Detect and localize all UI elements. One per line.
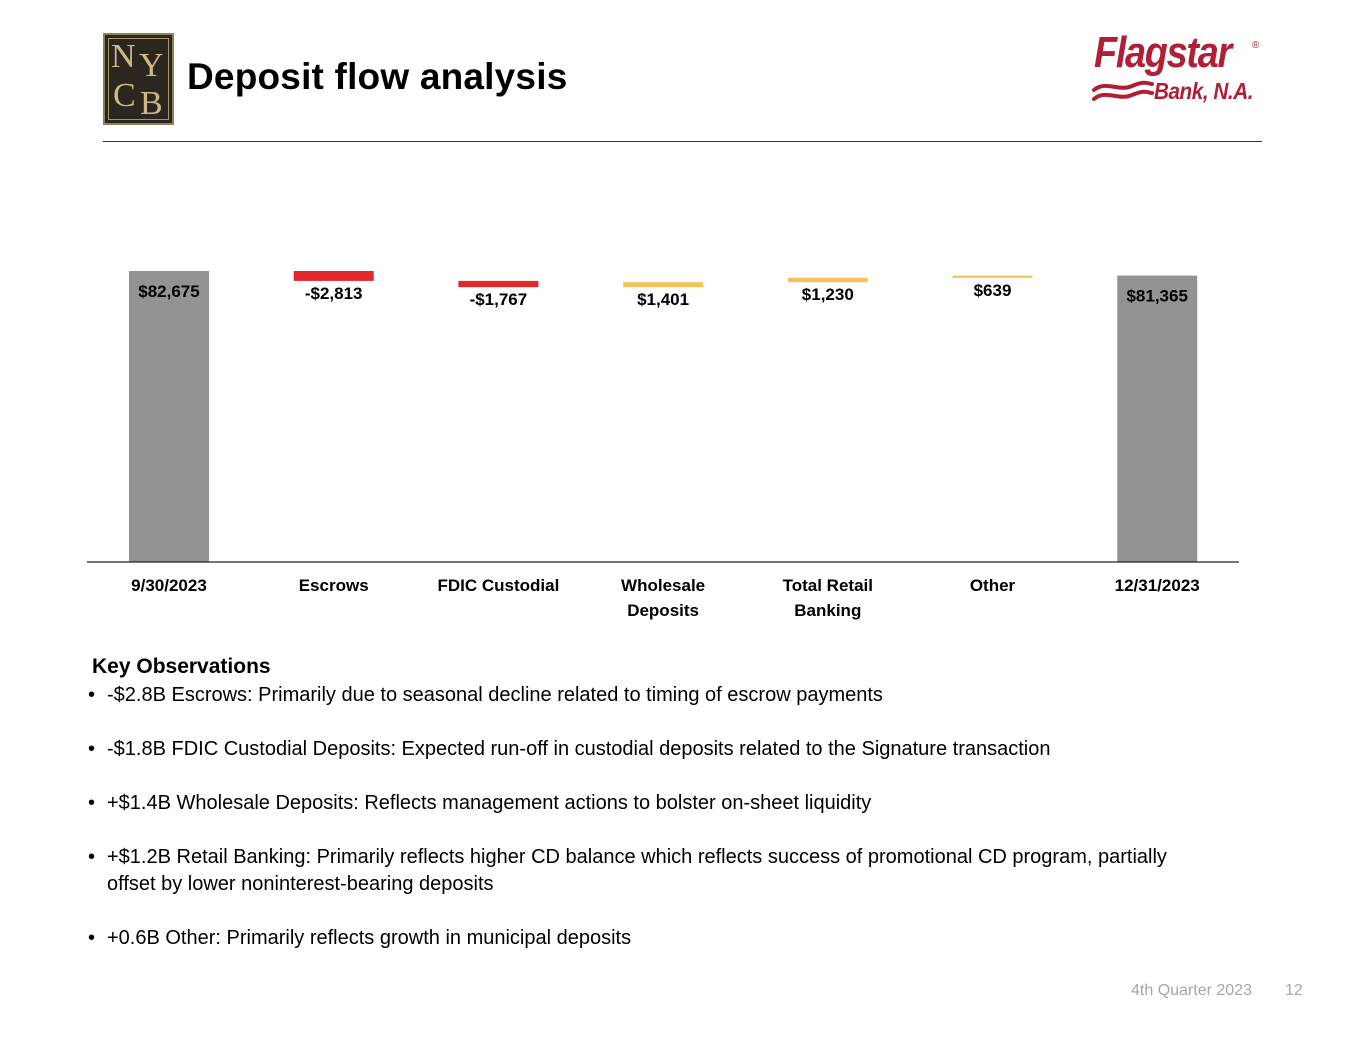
flagstar-logo-sub: Bank, N.A.: [1154, 78, 1254, 104]
nycb-logo-letter: B: [140, 85, 163, 122]
chart-bar: [953, 276, 1033, 278]
observation-item: • -$2.8B Escrows: Primarily due to seasonal decline related to timing of escrow payments: [88, 682, 1288, 709]
data-label: $82,675: [138, 282, 200, 301]
nycb-logo-letter: N: [111, 38, 136, 75]
x-tick-label: FDIC Custodial: [437, 576, 560, 595]
data-label: $1,401: [637, 290, 690, 310]
footer-quarter: 4th Quarter 2023: [1131, 982, 1252, 999]
flagstar-logo-name: Flagstar: [1094, 28, 1231, 77]
x-tick-label: Escrows: [298, 576, 369, 595]
x-tick-label: Other: [969, 576, 1016, 595]
x-tick-label: 12/31/2023: [1114, 576, 1200, 595]
chart-bar: [623, 282, 703, 287]
chart-bar: [1117, 276, 1197, 562]
key-observations: [88, 652, 1288, 979]
x-tick-label: Wholesale: [621, 576, 706, 595]
observations-title: Key Observations: [92, 655, 271, 678]
chart-bar: [294, 271, 374, 281]
flagstar-logo-reg: ®: [1252, 40, 1260, 51]
page-number: 12: [1284, 982, 1303, 999]
observation-item: • +$1.2B Retail Banking: Primarily reflects higher CD balance which reflects success of promotional CD program, partially offset by lower noninterest-bearing deposits: [88, 844, 1207, 898]
data-label: -$1,767: [469, 290, 528, 310]
page-title: Deposit flow analysis: [187, 56, 568, 97]
x-tick-label: Deposits: [627, 601, 699, 620]
data-label: $1,230: [801, 285, 854, 305]
data-label: -$2,813: [304, 283, 363, 303]
nycb-logo-letter: C: [113, 77, 136, 114]
observation-item: • +$1.4B Wholesale Deposits: Reflects management actions to bolster on-sheet liquidity: [88, 790, 1288, 817]
chart-bar: [129, 271, 209, 562]
observation-item: • -$1.8B FDIC Custodial Deposits: Expected run-off in custodial deposits related to the Signature transaction: [88, 736, 1288, 763]
chart-bar: [458, 281, 538, 287]
nycb-logo-letter: Y: [139, 47, 164, 84]
footer: [1131, 982, 1303, 1000]
data-label: $639: [973, 280, 1012, 300]
x-tick-label: Banking: [794, 601, 862, 620]
x-tick-label: Total Retail: [782, 576, 873, 595]
chart-bar: [788, 278, 868, 282]
x-tick-label: 9/30/2023: [131, 576, 207, 595]
data-label: $81,365: [1126, 286, 1188, 306]
observation-item: • +0.6B Other: Primarily reflects growth in municipal deposits: [88, 925, 1288, 952]
